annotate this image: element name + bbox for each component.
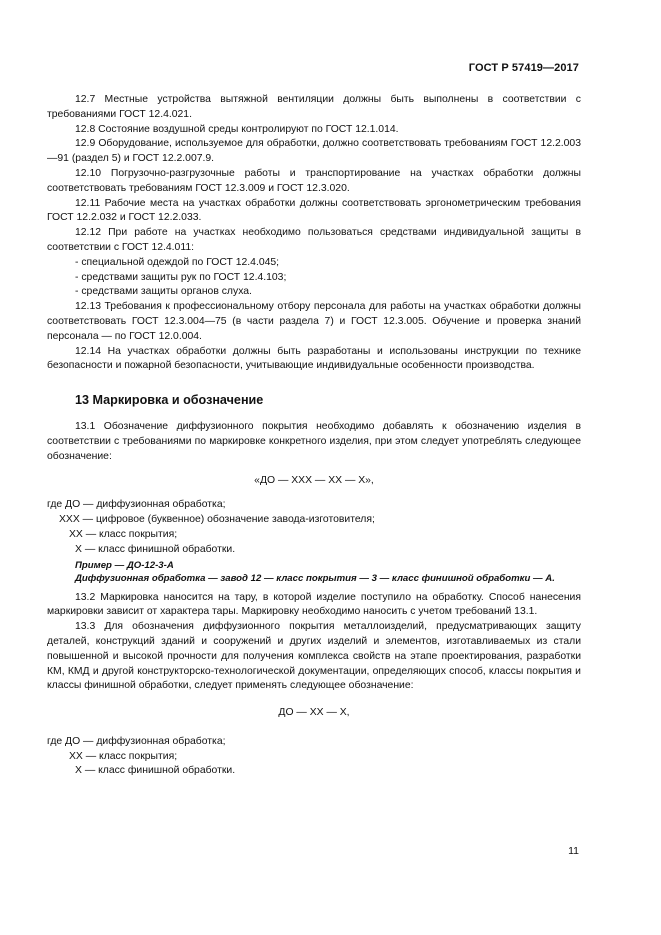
paragraph-12-7: 12.7 Местные устройства вытяжной вентиляции должны быть выполнены в соответствии с требованиями ГОСТ 12.4.021. — [47, 94, 581, 120]
legend-line: X — класс финишной обработки. — [75, 543, 236, 555]
paragraph-13-2: 13.2 Маркировка наносится на тару, в которой изделие поступило на обработку. Способ нанесения маркировки зависит от характера тары. Маркировку необходимо наносить с учетом требований 13.1. — [47, 591, 581, 618]
paragraph-12-12: 12.12 При работе на участках необходимо пользоваться средствами индивидуальной защиты в соответствии с ГОСТ 12.4.011: — [47, 227, 581, 253]
list-item: - специальной одеждой по ГОСТ 12.4.045; — [75, 256, 280, 268]
legend-line: XX — класс покрытия; — [69, 528, 178, 540]
designation-formula-2: ДО — XX — X, — [278, 707, 350, 719]
paragraph-13-1: 13.1 Обозначение диффузионного покрытия необходимо добавлять к обозначению изделия в соответствии с требованиями по маркировке конкретного изделия, при этом следует употреблять следующее обозначение: — [47, 421, 581, 462]
legend-line: где ДО — диффузионная обработка; — [47, 499, 226, 511]
example-text: Диффузионная обработка — завод 12 — класс покрытия — 3 — класс финишной обработки — А. — [75, 573, 555, 585]
page-number: 11 — [568, 845, 579, 857]
paragraph-12-8: 12.8 Состояние воздушной среды контролируют по ГОСТ 12.1.014. — [75, 123, 399, 135]
legend-line: X — класс финишной обработки. — [75, 765, 236, 777]
list-item: - средствами защиты рук по ГОСТ 12.4.103; — [75, 271, 287, 283]
paragraph-13-3: 13.3 Для обозначения диффузионного покрытия металлоизделий, предусматривающих защиту деталей, конструкций зданий и сооружений и других изделий и элементов, изготавливаемых из стали повышенной и высокой прочности для получения комплекса свойств на этапе проектирования, разработки КМ, КМД и другой конструкторско-технологической документации, определяющих способ, классы покрытия и классы финишной обработки, следует применять следующее обозначение: — [47, 621, 581, 692]
example-title: Пример — ДО-12-3-А — [75, 559, 174, 571]
legend-line: XX — класс покрытия; — [69, 750, 178, 762]
section-13-heading: 13 Маркировка и обозначение — [75, 393, 264, 408]
designation-formula-1: «ДО — XXX — XX — X», — [254, 474, 374, 486]
paragraph-12-14: 12.14 На участках обработки должны быть разработаны и использованы инструкции по технике безопасности и пожарной безопасности, учитывающие индивидуальные особенности производства. — [47, 345, 581, 372]
paragraph-12-11: 12.11 Рабочие места на участках обработки должны соответствовать эргонометрическим требования ГОСТ 12.2.032 и ГОСТ 12.2.033. — [47, 197, 581, 224]
page-content — [47, 93, 581, 779]
paragraph-12-10: 12.10 Погрузочно-разгрузочные работы и транспортирование на участках обработки должны соответствовать требованиям ГОСТ 12.3.009 и ГОСТ 12.3.020. — [47, 167, 581, 194]
legend-line: XXX — цифровое (буквенное) обозначение завода-изготовителя; — [59, 514, 375, 526]
paragraph-12-9: 12.9 Оборудование, используемое для обработки, должно соответствовать требованиям ГОСТ 12.2.003—91 (раздел 5) и ГОСТ 12.2.007.9. — [47, 138, 581, 165]
list-item: - средствами защиты органов слуха. — [75, 286, 252, 298]
document-code: ГОСТ Р 57419—2017 — [468, 62, 579, 74]
paragraph-12-13: 12.13 Требования к профессиональному отбору персонала для работы на участках обработки должны соответствовать ГОСТ 12.3.004—75 (в части раздела 7) и ГОСТ 12.3.005. Обучение и проверка знаний персонала — по ГОСТ 12.0.004. — [47, 301, 581, 342]
legend-line: где ДО — диффузионная обработка; — [47, 735, 226, 747]
